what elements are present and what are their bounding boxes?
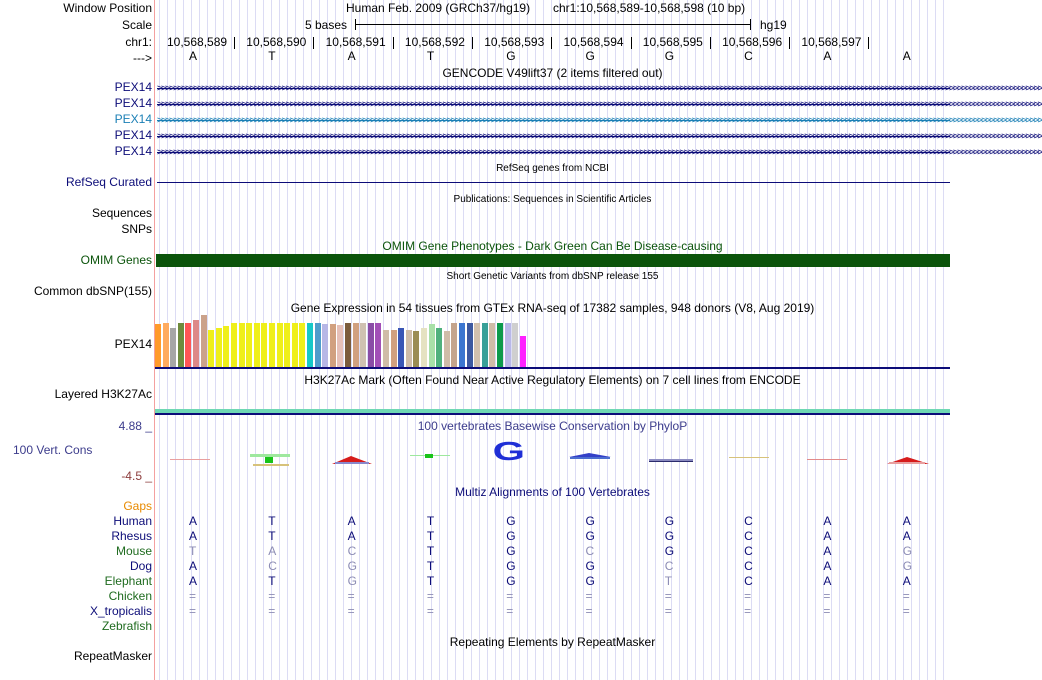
gtex-baseline xyxy=(155,367,950,369)
alignment-base: T xyxy=(268,514,276,528)
ruler-coordinate: 10,568,594 xyxy=(563,35,624,49)
strand-chevrons: >>>>>>>>>>>>>>>>>>>>>>>>>>>>>>>>>>>>>>>>>>>>>>>>>>>>>>>>>>>>>>>>>>>>>>>>>>>>>>>>>>>>>>>>>>>>>>>>>>>>>>>>>>>>>>>>>>>>>>>>>>>>>>>>>>>>>>>>>>>>>>>>>>>>>>>>>>>>>>>>>>>>>>>>>>>>>>>>>>>>>>>>>>>>>>>>>>>>>>>>>>>>>>>>>>>>>>>>>>>> xyxy=(157,115,1042,126)
gtex-tissue-bar[interactable] xyxy=(337,325,343,367)
phylop-mark-3b xyxy=(335,462,369,464)
gencode-transcript[interactable] xyxy=(157,115,1042,126)
omim-genes-label[interactable]: OMIM Genes xyxy=(80,253,152,267)
alignment-base: T xyxy=(189,544,197,558)
alignment-base: G xyxy=(506,514,516,528)
omim-phenotype-bar[interactable] xyxy=(156,254,950,267)
snps-label[interactable]: SNPs xyxy=(121,222,152,236)
ruler-tick xyxy=(551,37,552,49)
phylop-mark-7b xyxy=(649,461,693,462)
scale-bar-right-cap xyxy=(750,19,751,30)
gencode-gene-label[interactable]: PEX14 xyxy=(114,112,152,126)
alignment-base: C xyxy=(268,559,277,573)
alignment-base: T xyxy=(426,529,435,543)
gtex-tissue-bar[interactable] xyxy=(216,328,222,367)
gtex-tissue-bar[interactable] xyxy=(254,323,260,367)
alignment-base: = xyxy=(823,589,831,603)
gtex-tissue-bar[interactable] xyxy=(353,323,359,367)
gtex-tissue-bar[interactable] xyxy=(482,323,488,367)
gtex-tissue-bar[interactable] xyxy=(436,328,442,367)
gtex-tissue-bar[interactable] xyxy=(201,315,207,367)
gencode-transcript[interactable] xyxy=(157,131,1042,142)
alignment-base: C xyxy=(744,544,753,558)
gtex-tissue-bar[interactable] xyxy=(155,324,161,367)
alignment-base: T xyxy=(268,574,276,588)
alignment-base: = xyxy=(426,604,434,618)
phylop-mark-1 xyxy=(170,459,210,460)
repeatmasker-title: Repeating Elements by RepeatMasker xyxy=(449,635,656,649)
alignment-base: C xyxy=(347,544,357,558)
scale-label: Scale xyxy=(121,18,152,32)
gencode-gene-label[interactable]: PEX14 xyxy=(114,144,152,158)
gtex-tissue-bar[interactable] xyxy=(330,324,336,367)
alignment-base: = xyxy=(347,589,355,603)
alignment-base: G xyxy=(585,529,595,543)
ruler-tick xyxy=(234,37,235,49)
track-label-column xyxy=(0,0,154,680)
gtex-tissue-bar[interactable] xyxy=(261,323,267,367)
gtex-tissue-bar[interactable] xyxy=(421,328,427,367)
species-label[interactable]: Mouse xyxy=(115,544,152,558)
phylop-mark-9 xyxy=(807,459,847,460)
ruler-tick xyxy=(631,37,632,49)
species-label[interactable]: Rhesus xyxy=(111,529,152,543)
alignment-base: C xyxy=(744,529,753,543)
gtex-tissue-bar[interactable] xyxy=(375,323,381,367)
alignment-base: = xyxy=(585,589,593,603)
publications-title: Publications: Sequences in Scientific Articles xyxy=(453,194,652,205)
alignment-base: A xyxy=(823,514,832,528)
alignment-base: C xyxy=(744,559,753,573)
gtex-tissue-bar[interactable] xyxy=(497,323,503,367)
alignment-base: = xyxy=(506,589,514,603)
ruler-tick xyxy=(710,37,711,49)
species-label[interactable]: Dog xyxy=(129,559,152,573)
strand-chevrons: >>>>>>>>>>>>>>>>>>>>>>>>>>>>>>>>>>>>>>>>>>>>>>>>>>>>>>>>>>>>>>>>>>>>>>>>>>>>>>>>>>>>>>>>>>>>>>>>>>>>>>>>>>>>>>>>>>>>>>>>>>>>>>>>>>>>>>>>>>>>>>>>>>>>>>>>>>>>>>>>>>>>>>>>>>>>>>>>>>>>>>>>>>>>>>>>>>>>>>>>>>>>>>>>>>>>>>>>>>>> xyxy=(157,83,1042,94)
alignment-base: G xyxy=(506,529,516,543)
gtex-tissue-bar[interactable] xyxy=(383,330,389,367)
phylop-mark-6 xyxy=(569,453,611,457)
phylop-logo[interactable] xyxy=(155,436,950,470)
ruler-coordinate: 10,568,592 xyxy=(404,35,465,49)
phylop-mark-2 xyxy=(250,454,290,457)
species-label[interactable]: Zebrafish xyxy=(101,619,152,633)
gtex-tissue-bar[interactable] xyxy=(193,320,199,367)
phylop-max-label: 4.88 _ xyxy=(118,419,152,433)
gtex-tissue-bar[interactable] xyxy=(459,323,465,367)
refseq-line[interactable] xyxy=(157,182,950,183)
phylop-min-label: -4.5 _ xyxy=(121,469,152,483)
gtex-tissue-bar[interactable] xyxy=(208,330,214,367)
alignment-base: = xyxy=(506,604,514,618)
gtex-tissue-bar[interactable] xyxy=(277,323,283,367)
reference-base: A xyxy=(902,49,911,63)
reference-base: A xyxy=(823,49,832,63)
alignment-base: A xyxy=(189,514,198,528)
gencode-gene-label[interactable]: PEX14 xyxy=(114,128,152,142)
species-label[interactable]: X_tropicalis xyxy=(89,604,152,618)
sequences-label[interactable]: Sequences xyxy=(91,206,152,220)
alignment-base: A xyxy=(189,529,198,543)
phylop-mark-2c xyxy=(253,464,289,466)
window-position-label: Window Position xyxy=(63,1,152,15)
ruler-tick xyxy=(393,37,394,49)
alignment-base: G xyxy=(664,544,675,558)
reference-base: G xyxy=(506,49,516,63)
gtex-tissue-bar[interactable] xyxy=(239,323,245,367)
alignment-base: = xyxy=(902,589,910,603)
gencode-gene-label[interactable]: PEX14 xyxy=(114,96,152,110)
alignment-base: T xyxy=(426,514,435,528)
gtex-tissue-bar[interactable] xyxy=(451,323,457,367)
ruler-tick xyxy=(868,37,869,49)
chrom-label: chr1: xyxy=(125,35,152,49)
gtex-tissue-bar[interactable] xyxy=(178,323,184,367)
alignment-base: = xyxy=(664,589,672,603)
alignment-base: C xyxy=(664,559,674,573)
gtex-tissue-bar[interactable] xyxy=(512,323,518,367)
reference-base: G xyxy=(585,49,595,63)
alignment-base: G xyxy=(664,514,675,528)
gtex-tissue-bar[interactable] xyxy=(269,323,275,367)
alignment-base: G xyxy=(585,574,595,588)
gaps-label: Gaps xyxy=(123,499,152,513)
gtex-tissue-bar[interactable] xyxy=(223,326,229,367)
alignment-base: T xyxy=(426,559,435,573)
species-label[interactable]: Human xyxy=(113,514,152,528)
gtex-tissue-bar[interactable] xyxy=(505,323,511,367)
reference-base: T xyxy=(426,49,435,63)
alignment-base: C xyxy=(744,514,753,528)
alignment-base: G xyxy=(664,529,675,543)
alignment-base: A xyxy=(189,574,198,588)
gtex-tissue-bar[interactable] xyxy=(429,324,435,367)
alignment-base: A xyxy=(823,529,832,543)
repeatmasker-label[interactable]: RepeatMasker xyxy=(73,649,152,663)
refseq-curated-label[interactable]: RefSeq Curated xyxy=(65,175,152,189)
phylop-mark-4b xyxy=(425,454,433,458)
reference-base: A xyxy=(347,49,356,63)
alignment-base: = xyxy=(268,604,276,618)
gtex-tissue-bar[interactable] xyxy=(474,323,480,367)
gtex-tissue-bar[interactable] xyxy=(284,323,290,367)
strand-chevrons: >>>>>>>>>>>>>>>>>>>>>>>>>>>>>>>>>>>>>>>>>>>>>>>>>>>>>>>>>>>>>>>>>>>>>>>>>>>>>>>>>>>>>>>>>>>>>>>>>>>>>>>>>>>>>>>>>>>>>>>>>>>>>>>>>>>>>>>>>>>>>>>>>>>>>>>>>>>>>>>>>>>>>>>>>>>>>>>>>>>>>>>>>>>>>>>>>>>>>>>>>>>>>>>>>>>>>>>>>>>> xyxy=(157,99,1042,110)
alignment-base: A xyxy=(347,514,356,528)
gtex-tissue-bar[interactable] xyxy=(315,323,321,367)
phylop-mark-10b xyxy=(889,462,925,464)
alignment-base: A xyxy=(902,529,911,543)
species-label[interactable]: Elephant xyxy=(104,574,152,588)
alignment-base: = xyxy=(585,604,593,618)
alignment-base: T xyxy=(426,574,435,588)
alignment-base: = xyxy=(268,589,276,603)
alignment-base: C xyxy=(744,574,753,588)
multiz-title: Multiz Alignments of 100 Vertebrates xyxy=(455,485,650,499)
gtex-tissue-bar[interactable] xyxy=(292,323,298,367)
gencode-title: GENCODE V49lift37 (2 items filtered out) xyxy=(442,66,663,80)
alignment-base: A xyxy=(823,544,832,558)
gencode-transcript[interactable] xyxy=(157,147,1042,158)
alignment-base: G xyxy=(585,514,595,528)
alignment-base: = xyxy=(426,589,434,603)
alignment-base: = xyxy=(664,604,672,618)
gtex-tissue-bar[interactable] xyxy=(307,323,313,367)
scale-bar-text: 5 bases xyxy=(305,18,348,32)
alignment-base: = xyxy=(347,604,355,618)
scale-bar xyxy=(355,24,751,25)
strand-chevrons: >>>>>>>>>>>>>>>>>>>>>>>>>>>>>>>>>>>>>>>>>>>>>>>>>>>>>>>>>>>>>>>>>>>>>>>>>>>>>>>>>>>>>>>>>>>>>>>>>>>>>>>>>>>>>>>>>>>>>>>>>>>>>>>>>>>>>>>>>>>>>>>>>>>>>>>>>>>>>>>>>>>>>>>>>>>>>>>>>>>>>>>>>>>>>>>>>>>>>>>>>>>>>>>>>>>>>>>>>>>> xyxy=(157,147,1042,158)
gtex-tissue-bar[interactable] xyxy=(413,331,419,367)
gtex-tissue-bar[interactable] xyxy=(391,330,397,367)
alignment-base: G xyxy=(347,559,357,573)
reference-base: T xyxy=(268,49,276,63)
gtex-tissue-bar[interactable] xyxy=(322,324,328,367)
scale-db: hg19 xyxy=(760,18,787,32)
alignment-base: A xyxy=(823,574,832,588)
gtex-tissue-bar[interactable] xyxy=(406,330,412,367)
gencode-transcript[interactable] xyxy=(157,83,1042,94)
strand-chevrons: >>>>>>>>>>>>>>>>>>>>>>>>>>>>>>>>>>>>>>>>>>>>>>>>>>>>>>>>>>>>>>>>>>>>>>>>>>>>>>>>>>>>>>>>>>>>>>>>>>>>>>>>>>>>>>>>>>>>>>>>>>>>>>>>>>>>>>>>>>>>>>>>>>>>>>>>>>>>>>>>>>>>>>>>>>>>>>>>>>>>>>>>>>>>>>>>>>>>>>>>>>>>>>>>>>>>>>>>>>>> xyxy=(157,131,1042,142)
alignment-base: = xyxy=(902,604,910,618)
reference-base: G xyxy=(664,49,675,63)
dbsnp-title: Short Genetic Variants from dbSNP release 155 xyxy=(446,271,659,282)
gtex-title: Gene Expression in 54 tissues from GTEx RNA-seq of 17382 samples, 948 donors (V8, Aug 2019) xyxy=(290,301,815,315)
common-dbsnp-label[interactable]: Common dbSNP(155) xyxy=(33,284,152,298)
gtex-tissue-bar[interactable] xyxy=(231,323,237,367)
gencode-gene-label[interactable]: PEX14 xyxy=(114,80,152,94)
strand-label: ---> xyxy=(133,51,152,65)
gtex-tissue-bar[interactable] xyxy=(170,328,176,367)
alignment-base: = xyxy=(744,589,752,603)
alignment-base: A xyxy=(823,559,832,573)
alignment-base: T xyxy=(664,574,673,588)
alignment-base: = xyxy=(744,604,752,618)
ruler-coordinate: 10,568,596 xyxy=(722,35,783,49)
ruler-tick xyxy=(472,37,473,49)
assembly-title: Human Feb. 2009 (GRCh37/hg19) xyxy=(346,1,531,15)
ruler-tick xyxy=(313,37,314,49)
reference-base: C xyxy=(744,49,753,63)
gtex-tissue-bar[interactable] xyxy=(444,331,450,367)
alignment-base: T xyxy=(426,544,435,558)
phylop-mark-6b xyxy=(570,457,610,459)
gtex-tissue-bar[interactable] xyxy=(467,323,473,367)
alignment-base: A xyxy=(189,559,198,573)
ruler-coordinate: 10,568,595 xyxy=(642,35,703,49)
h3k27ac-title: H3K27Ac Mark (Often Found Near Active Regulatory Elements) on 7 cell lines from ENCODE xyxy=(304,373,801,387)
gtex-tissue-bar[interactable] xyxy=(246,323,252,367)
h3k27ac-baseline xyxy=(155,413,950,415)
gtex-tissue-bar[interactable] xyxy=(368,323,374,367)
reference-base: A xyxy=(189,49,198,63)
ruler-coordinate: 10,568,597 xyxy=(801,35,862,49)
species-label[interactable]: Chicken xyxy=(108,589,152,603)
scale-bar-left-cap xyxy=(355,19,356,30)
alignment-base: = xyxy=(189,604,197,618)
phylop-mark-2b xyxy=(265,457,273,463)
ruler-coordinate: 10,568,591 xyxy=(325,35,386,49)
ruler-coordinate: 10,568,589 xyxy=(167,35,228,49)
vert-cons-label[interactable]: 100 Vert. Cons xyxy=(13,443,93,457)
alignment-base: A xyxy=(902,514,911,528)
gtex-gene-label[interactable]: PEX14 xyxy=(114,337,152,351)
phylop-mark-5: G xyxy=(492,437,525,466)
gtex-tissue-bar[interactable] xyxy=(489,323,495,367)
layered-h3k27ac-label[interactable]: Layered H3K27Ac xyxy=(54,387,152,401)
alignment-base: G xyxy=(506,559,516,573)
ruler-coordinate: 10,568,590 xyxy=(246,35,307,49)
alignment-base: G xyxy=(506,574,516,588)
refseq-title: RefSeq genes from NCBI xyxy=(496,163,609,174)
gtex-tissue-bar[interactable] xyxy=(299,323,305,367)
gtex-tissue-bar[interactable] xyxy=(345,323,351,367)
alignment-base: T xyxy=(268,529,276,543)
alignment-base: G xyxy=(506,544,516,558)
alignment-base: G xyxy=(902,559,913,573)
alignment-base: = xyxy=(823,604,831,618)
alignment-base: G xyxy=(347,574,357,588)
alignment-base: A xyxy=(902,574,911,588)
alignment-base: A xyxy=(268,544,277,558)
gtex-bar-chart[interactable] xyxy=(155,315,555,367)
track-image[interactable] xyxy=(155,0,1042,680)
alignment-base: C xyxy=(585,544,595,558)
ruler-coordinate: 10,568,593 xyxy=(484,35,545,49)
omim-title: OMIM Gene Phenotypes - Dark Green Can Be Disease-causing xyxy=(382,239,723,253)
phylop-title: 100 vertebrates Basewise Conservation by PhyloP xyxy=(417,419,688,433)
alignment-base: = xyxy=(189,589,197,603)
alignment-base: G xyxy=(585,559,595,573)
alignment-base: A xyxy=(347,529,356,543)
gtex-tissue-bar[interactable] xyxy=(360,323,366,367)
gtex-tissue-bar[interactable] xyxy=(520,336,526,367)
gtex-tissue-bar[interactable] xyxy=(398,328,404,367)
gencode-transcript[interactable] xyxy=(157,99,1042,110)
alignment-base: G xyxy=(902,544,913,558)
phylop-mark-8 xyxy=(729,457,769,458)
ruler-tick xyxy=(789,37,790,49)
position-readout: chr1:10,568,589-10,568,598 (10 bp) xyxy=(553,1,746,15)
gtex-tissue-bar[interactable] xyxy=(163,323,169,367)
gtex-tissue-bar[interactable] xyxy=(185,323,191,367)
